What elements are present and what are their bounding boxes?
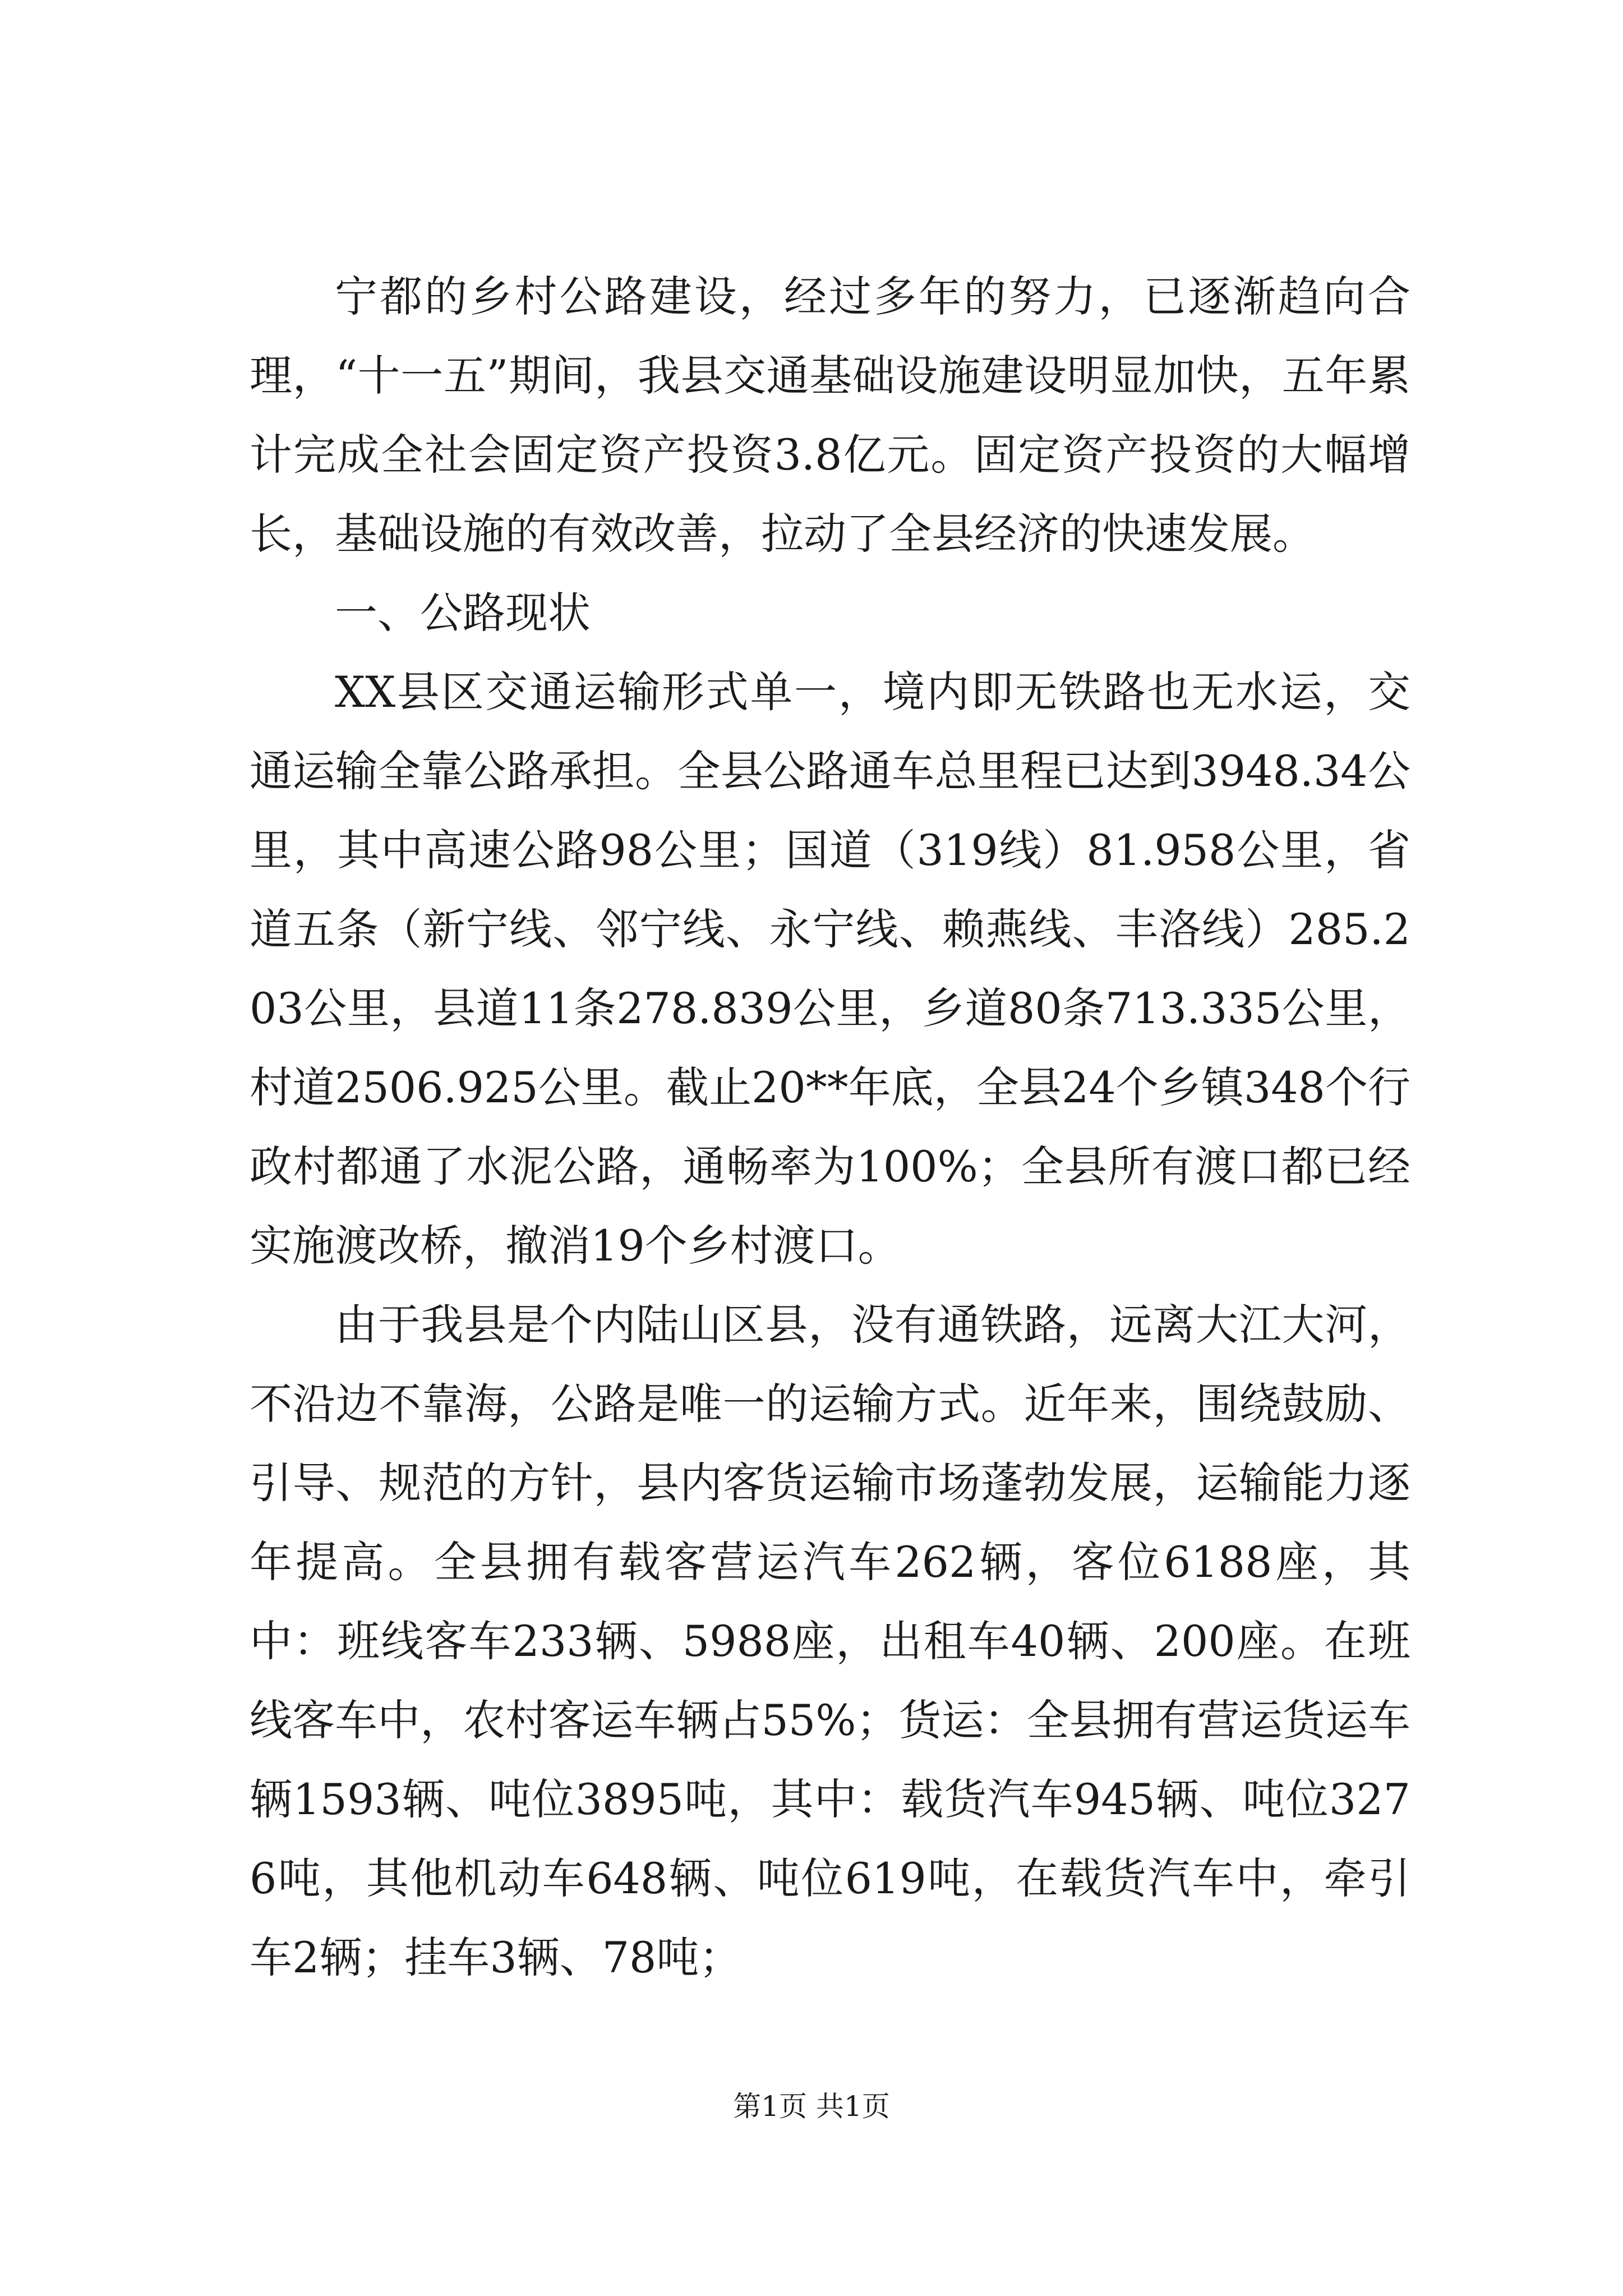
page-footer: 第1页 共1页 xyxy=(733,2090,890,2123)
document-body xyxy=(250,257,1410,1997)
paragraph-road-status: XX县区交通运输形式单一，境内即无铁路也无水运，交通运输全靠公路承担。全县公路通车总里程已达到3948.34公里，其中高速公路98公里；国道（319线）81.958公里，省道五条（新宁线、邻宁线、永宁线、赖燕线、丰洛线）285.203公里，县道11条278.839公里，乡道80条713.335公里，村道2506.925公里。截止20**年底，全县24个乡镇348个行政村都通了水泥公路，通畅率为100%；全县所有渡口都已经实施渡改桥，撤消19个乡村渡口。 xyxy=(250,667,1410,1271)
paragraph-transport: 由于我县是个内陆山区县，没有通铁路，远离大江大河，不沿边不靠海，公路是唯一的运输方式。近年来，围绕鼓励、引导、规范的方针，县内客货运输市场蓬勃发展，运输能力逐年提高。全县拥有载客营运汽车262辆，客位6188座，其中：班线客车233辆、5988座，出租车40辆、200座。在班线客车中，农村客运车辆占55%；货运：全县拥有营运货运车辆1593辆、吨位3895吨，其中：载货汽车945辆、吨位3276吨，其他机动车648辆、吨位619吨，在载货汽车中，牵引车2辆；挂车3辆、78吨； xyxy=(250,1300,1410,1982)
section-heading: 一、公路现状 xyxy=(335,588,591,638)
paragraph-intro: 宁都的乡村公路建设，经过多年的努力，已逐渐趋向合理，“十一五”期间，我县交通基础设施建设明显加快，五年累计完成全社会固定资产投资3.8亿元。固定资产投资的大幅增长，基础设施的有效改善，拉动了全县经济的快速发展。 xyxy=(250,272,1410,559)
